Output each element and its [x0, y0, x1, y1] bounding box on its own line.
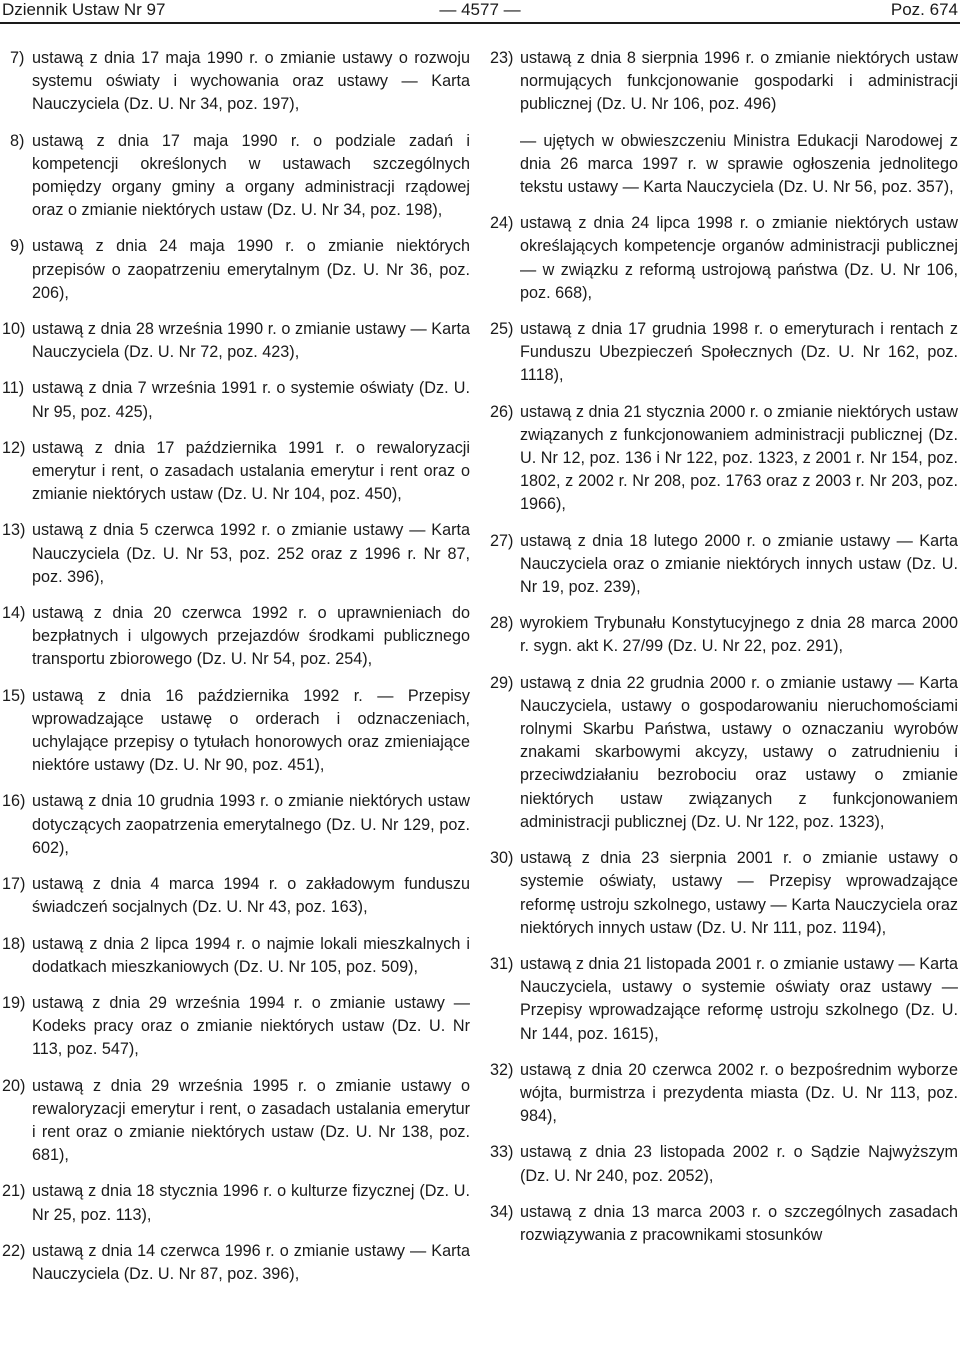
item-number: 33): [490, 1143, 514, 1162]
item-number: 28): [490, 614, 514, 633]
list-item: [2, 1075, 470, 1168]
item-number: 21): [2, 1182, 26, 1201]
item-text: ustawą z dnia 22 grudnia 2000 r. o zmianie ustawy — Karta Nauczyciela, ustawy o gospodarowaniu nieruchomościami rolnymi Skarbu Państwa, ustawy o oznaczaniu wyrobów znakami skarbowymi akcyzy, ustawy o zatrudnieniu i przeciwdziałaniu bezrobociu oraz ustawy o zmianie niektórych ustaw związanych z funkcjonowaniem administracji publicznej (Dz. U. Nr 122, poz. 1323),: [520, 673, 958, 831]
item-text: ustawą z dnia 7 września 1991 r. o systemie oświaty (Dz. U. Nr 95, poz. 425),: [32, 379, 470, 421]
item-text: ustawą z dnia 20 czerwca 1992 r. o uprawnieniach do bezpłatnych i ulgowych przejazdów środkami publicznego transportu zbiorowego (Dz. U. Nr 54, poz. 254),: [32, 604, 470, 669]
list-item: [490, 672, 958, 834]
item-text: ustawą z dnia 17 grudnia 1998 r. o emeryturach i rentach z Funduszu Ubezpieczeń Społecznych (Dz. U. Nr 162, poz. 1118),: [520, 320, 958, 385]
header-rule: [0, 22, 960, 24]
journal-title: Dziennik Ustaw Nr 97: [2, 0, 166, 19]
item-text: ustawą z dnia 20 czerwca 2002 r. o bezpośrednim wyborze wójta, burmistrza i prezydenta miasta (Dz. U. Nr 113, poz. 984),: [520, 1060, 958, 1126]
page-header: [0, 0, 960, 22]
list-item: [490, 130, 958, 200]
item-text: ustawą z dnia 28 września 1990 r. o zmianie ustawy — Karta Nauczyciela (Dz. U. Nr 72, poz. 423),: [32, 320, 470, 362]
list-item: [490, 212, 958, 305]
list-item: [2, 130, 470, 223]
item-text: ustawą z dnia 18 lutego 2000 r. o zmianie ustawy — Karta Nauczyciela oraz o zmianie niektórych innych ustaw (Dz. U. Nr 19, poz. 239),: [520, 531, 958, 597]
list-item: [490, 612, 958, 658]
list-item: [490, 318, 958, 388]
list-item: [2, 519, 470, 589]
item-number: 19): [2, 993, 26, 1012]
item-number: 11): [2, 379, 25, 398]
item-text: ustawą z dnia 17 maja 1990 r. o podziale zadań i kompetencji określonych w ustawach szczególnych pomiędzy organy gminy a organy administracji rządowej oraz o zmianie niektórych ustaw (Dz. U. Nr 34, poz. 198),: [32, 131, 470, 220]
right-column: [490, 47, 958, 1260]
item-number: 26): [490, 402, 514, 421]
list-item: [490, 401, 958, 517]
item-number: 20): [2, 1076, 26, 1095]
list-item: [2, 377, 470, 423]
item-text: wyrokiem Trybunału Konstytucyjnego z dnia 28 marca 2000 r. sygn. akt K. 27/99 (Dz. U. Nr 22, poz. 291),: [520, 614, 958, 656]
list-item: [2, 47, 470, 117]
list-item: [2, 933, 470, 979]
item-number: 10): [2, 320, 26, 339]
item-text: ustawą z dnia 23 sierpnia 2001 r. o zmianie ustawy o systemie oświaty, ustawy — Przepisy wprowadzające reformę ustroju szkolnego, ustawy — Karta Nauczyciela oraz niektórych innych ustaw (Dz. U. Nr 111, poz. 1194),: [520, 849, 958, 937]
item-number: 9): [10, 237, 25, 256]
item-text: ustawą z dnia 8 sierpnia 1996 r. o zmianie niektórych ustaw normujących funkcjonowanie gospodarki i administracji publicznej (Dz. U. Nr 106, poz. 496): [520, 49, 958, 114]
item-text: ustawą z dnia 17 października 1991 r. o rewaloryzacji emerytur i rent, o zasadach ustalania emerytur i rent oraz o zmianie niektórych ustaw (Dz. U. Nr 104, poz. 450),: [32, 438, 470, 504]
page-number: — 4577 —: [439, 0, 521, 19]
item-number: 8): [10, 131, 25, 150]
list-item: [490, 530, 958, 600]
item-number: 12): [2, 438, 26, 457]
list-item: [2, 685, 470, 778]
item-text: ustawą z dnia 24 maja 1990 r. o zmianie niektórych przepisów o zaopatrzeniu emerytalnym (Dz. U. Nr 36, poz. 206),: [32, 237, 470, 302]
list-item: [2, 318, 470, 364]
item-text: ustawą z dnia 29 września 1995 r. o zmianie ustawy o rewaloryzacji emerytur i rent, o zasadach ustalania emerytur i rent oraz o zmianie niektórych ustaw (Dz. U. Nr 138, poz. 681),: [32, 1076, 470, 1165]
item-text: ustawą z dnia 16 października 1992 r. — Przepisy wprowadzające ustawę o orderach i odznaczeniach, uchylające przepisy o tytułach honorowych oraz zmieniające niektóre ustawy (Dz. U. Nr 90, poz. 451),: [32, 686, 470, 775]
list-item: [490, 953, 958, 1046]
left-column: [2, 47, 470, 1299]
list-item: [490, 47, 958, 117]
list-item: [490, 1059, 958, 1129]
item-text: ustawą z dnia 14 czerwca 1996 r. o zmianie ustawy — Karta Nauczyciela (Dz. U. Nr 87, poz. 396),: [32, 1241, 470, 1283]
item-number: 34): [490, 1202, 514, 1221]
item-number: 27): [490, 531, 514, 550]
item-number: 17): [2, 875, 26, 894]
item-number: 16): [2, 792, 26, 811]
list-item: [2, 235, 470, 305]
item-number: 15): [2, 686, 26, 705]
list-item: [2, 602, 470, 672]
list-item: [490, 1201, 958, 1247]
item-text: ustawą z dnia 13 marca 2003 r. o szczególnych zasadach rozwiązywania z pracownikami stosunków: [520, 1202, 958, 1244]
item-text: — ujętych w obwieszczeniu Ministra Edukacji Narodowej z dnia 26 marca 1997 r. w sprawie ogłoszenia jednolitego tekstu ustawy — Karta Nauczyciela (Dz. U. Nr 56, poz. 357),: [520, 131, 958, 197]
list-item: [490, 847, 958, 940]
item-text: ustawą z dnia 10 grudnia 1993 r. o zmianie niektórych ustaw dotyczących zaopatrzenia emerytalnego (Dz. U. Nr 129, poz. 602),: [32, 792, 470, 857]
list-item: [490, 1141, 958, 1187]
item-text: ustawą z dnia 4 marca 1994 r. o zakładowym funduszu świadczeń socjalnych (Dz. U. Nr 43, poz. 163),: [32, 875, 470, 917]
item-text: ustawą z dnia 5 czerwca 1992 r. o zmianie ustawy — Karta Nauczyciela (Dz. U. Nr 53, poz. 252 oraz z 1996 r. Nr 87, poz. 396),: [32, 521, 470, 586]
position-number: Poz. 674: [890, 0, 958, 19]
list-item: [2, 873, 470, 919]
item-text: ustawą z dnia 23 listopada 2002 r. o Sądzie Najwyższym (Dz. U. Nr 240, poz. 2052),: [520, 1143, 958, 1185]
item-number: 32): [490, 1060, 514, 1079]
list-item: [2, 1240, 470, 1286]
item-number: 7): [10, 49, 25, 67]
item-number: 25): [490, 320, 514, 339]
item-number: 23): [490, 49, 514, 67]
item-number: 22): [2, 1241, 26, 1260]
list-item: [2, 790, 470, 860]
list-item: [2, 437, 470, 507]
item-text: ustawą z dnia 21 listopada 2001 r. o zmianie ustawy — Karta Nauczyciela, ustawy o systemie oświaty oraz ustawy — Przepisy wprowadzające reformę ustroju szkolnego (Dz. U. Nr 144, poz. 1615),: [520, 954, 958, 1043]
list-item: [2, 1180, 470, 1226]
item-number: 30): [490, 849, 514, 868]
item-number: 13): [2, 521, 26, 540]
item-number: 14): [2, 604, 26, 623]
list-item: [2, 992, 470, 1062]
item-number: 18): [2, 934, 26, 953]
item-text: ustawą z dnia 21 stycznia 2000 r. o zmianie niektórych ustaw związanych z funkcjonowaniem administracji publicznej (Dz. U. Nr 12, poz. 136 i Nr 122, poz. 1323, z 2001 r. Nr 154, poz. 1802, z 2002 r. Nr 208, poz. 1763 oraz z 2003 r. Nr 203, poz. 1966),: [520, 402, 958, 514]
item-text: ustawą z dnia 29 września 1994 r. o zmianie ustawy — Kodeks pracy oraz o zmianie niektórych ustaw (Dz. U. Nr 113, poz. 547),: [32, 993, 470, 1059]
item-number: 24): [490, 214, 514, 233]
item-text: ustawą z dnia 18 stycznia 1996 r. o kulturze fizycznej (Dz. U. Nr 25, poz. 113),: [32, 1182, 470, 1224]
item-number: 31): [490, 954, 514, 973]
item-text: ustawą z dnia 24 lipca 1998 r. o zmianie niektórych ustaw określających kompetencje organów administracji publicznej — w związku z reformą ustrojową państwa (Dz. U. Nr 106, poz. 668),: [520, 214, 958, 302]
item-text: ustawą z dnia 2 lipca 1994 r. o najmie lokali mieszkalnych i dodatkach mieszkaniowych (Dz. U. Nr 105, poz. 509),: [32, 934, 470, 976]
item-text: ustawą z dnia 17 maja 1990 r. o zmianie ustawy o rozwoju systemu oświaty i wychowania oraz ustawy — Karta Nauczyciela (Dz. U. Nr 34, poz. 197),: [32, 49, 470, 114]
item-number: 29): [490, 673, 514, 692]
